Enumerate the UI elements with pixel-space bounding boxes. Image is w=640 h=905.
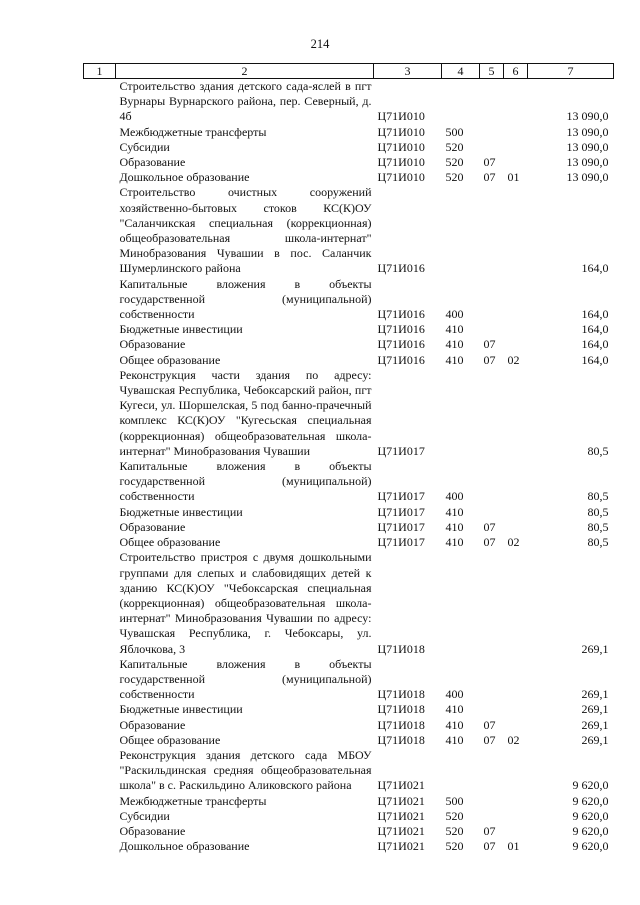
row-subsection	[504, 459, 528, 505]
row-name: Общее образование	[119, 535, 221, 550]
row-expense-type: 400	[445, 687, 464, 702]
row-section	[480, 125, 504, 140]
row-target-code: Ц71И010	[377, 124, 425, 139]
row-target-code: Ц71И017	[377, 489, 425, 504]
row-col-1	[84, 824, 116, 839]
row-amount: 269,1	[581, 732, 609, 747]
row-name: Межбюджетные трансферты	[119, 793, 267, 808]
row-name: Общее образование	[119, 732, 221, 747]
table-row	[84, 718, 614, 733]
table-row	[84, 170, 614, 185]
row-target-code: Ц71И010	[377, 170, 425, 185]
table-row	[84, 520, 614, 535]
row-name: Общее образование	[119, 352, 221, 367]
col-header-3: 3	[374, 64, 442, 79]
table-row	[84, 155, 614, 170]
row-section	[480, 79, 504, 125]
row-subsection	[504, 185, 528, 276]
row-name: Дошкольное образование	[119, 839, 250, 854]
row-target-code: Ц71И017	[377, 535, 425, 550]
table-row	[84, 337, 614, 352]
row-target-code: Ц71И010	[377, 155, 425, 170]
row-col-1	[84, 140, 116, 155]
row-target-code: Ц71И010	[377, 109, 425, 124]
row-subsection	[504, 794, 528, 809]
row-expense-type: 410	[445, 504, 464, 519]
row-name: Бюджетные инвестиции	[119, 702, 243, 717]
row-col-1	[84, 277, 116, 323]
table-row	[84, 368, 614, 459]
row-col-1	[84, 809, 116, 824]
table-row	[84, 322, 614, 337]
row-subsection	[504, 824, 528, 839]
table-row	[84, 459, 614, 505]
table-row	[84, 505, 614, 520]
row-subsection	[504, 140, 528, 155]
row-name: Дошкольное образование	[119, 170, 250, 185]
row-name: Бюджетные инвестиции	[119, 504, 243, 519]
row-section: 07	[483, 170, 496, 185]
row-target-code: Ц71И016	[377, 261, 425, 276]
table-row	[84, 794, 614, 809]
row-target-code: Ц71И016	[377, 322, 425, 337]
row-section	[480, 140, 504, 155]
row-amount: 80,5	[587, 504, 609, 519]
row-col-1	[84, 718, 116, 733]
col-header-7: 7	[528, 64, 614, 79]
row-amount: 9 620,0	[572, 793, 609, 808]
page-number: 214	[310, 37, 330, 51]
row-expense-type	[442, 550, 480, 656]
row-subsection	[504, 368, 528, 459]
row-expense-type: 520	[445, 808, 464, 823]
row-amount: 269,1	[581, 641, 609, 656]
table-row	[84, 535, 614, 550]
table-row	[84, 824, 614, 839]
row-target-code: Ц71И021	[377, 839, 425, 854]
row-amount: 13 090,0	[566, 109, 609, 124]
col-header-1: 1	[84, 64, 116, 79]
row-col-1	[84, 170, 116, 185]
row-col-1	[84, 839, 116, 854]
row-subsection	[504, 79, 528, 125]
row-section	[480, 550, 504, 656]
col-header-5: 5	[480, 64, 504, 79]
row-col-1	[84, 322, 116, 337]
row-section	[480, 809, 504, 824]
table-row	[84, 748, 614, 794]
row-section: 07	[483, 155, 496, 170]
row-amount: 80,5	[587, 443, 609, 458]
table-row	[84, 79, 614, 125]
table-row	[84, 353, 614, 368]
row-section	[480, 185, 504, 276]
row-name: Образование	[119, 155, 186, 170]
row-amount: 13 090,0	[566, 124, 609, 139]
table-row	[84, 277, 614, 323]
row-subsection	[504, 748, 528, 794]
row-section: 07	[483, 732, 496, 747]
row-amount: 9 620,0	[572, 839, 609, 854]
row-name: Образование	[119, 519, 186, 534]
row-subsection	[504, 322, 528, 337]
table-row	[84, 809, 614, 824]
row-col-1	[84, 794, 116, 809]
row-amount: 80,5	[587, 489, 609, 504]
row-amount: 13 090,0	[566, 139, 609, 154]
row-expense-type: 520	[445, 139, 464, 154]
row-name: Капитальные вложения в объекты государственной (муниципальной) собственности	[119, 276, 372, 322]
row-col-1	[84, 79, 116, 125]
row-col-1	[84, 353, 116, 368]
table-row	[84, 125, 614, 140]
row-expense-type	[442, 79, 480, 125]
row-section: 07	[483, 519, 496, 534]
row-name: Строительство здания детского сада-яслей в пгт Вурнары Вурнарского района, пер. Северный, д. 4б	[119, 79, 372, 124]
row-amount: 13 090,0	[566, 170, 609, 185]
row-col-1	[84, 125, 116, 140]
row-expense-type: 410	[445, 535, 464, 550]
row-subsection: 02	[507, 535, 520, 550]
row-expense-type: 410	[445, 519, 464, 534]
row-col-1	[84, 505, 116, 520]
row-subsection: 02	[507, 732, 520, 747]
row-target-code: Ц71И017	[377, 443, 425, 458]
row-section: 07	[483, 352, 496, 367]
row-section	[480, 702, 504, 717]
row-amount: 164,0	[581, 307, 609, 322]
row-subsection	[504, 657, 528, 703]
row-amount: 9 620,0	[572, 778, 609, 793]
row-amount: 269,1	[581, 717, 609, 732]
row-col-1	[84, 368, 116, 459]
row-col-1	[84, 702, 116, 717]
row-target-code: Ц71И018	[377, 641, 425, 656]
row-col-1	[84, 337, 116, 352]
row-expense-type: 500	[445, 124, 464, 139]
row-expense-type: 520	[445, 839, 464, 854]
row-amount: 164,0	[581, 322, 609, 337]
row-subsection	[504, 702, 528, 717]
col-header-2: 2	[116, 64, 374, 79]
row-target-code: Ц71И021	[377, 808, 425, 823]
table-row	[84, 657, 614, 703]
row-expense-type: 520	[445, 823, 464, 838]
row-section	[480, 794, 504, 809]
col-header-6: 6	[504, 64, 528, 79]
row-subsection	[504, 809, 528, 824]
row-section: 07	[483, 717, 496, 732]
row-section: 07	[483, 535, 496, 550]
row-target-code: Ц71И016	[377, 307, 425, 322]
row-expense-type: 500	[445, 793, 464, 808]
row-expense-type: 520	[445, 170, 464, 185]
row-amount: 269,1	[581, 702, 609, 717]
row-expense-type	[442, 185, 480, 276]
table-row	[84, 140, 614, 155]
row-expense-type	[442, 368, 480, 459]
row-amount: 9 620,0	[572, 823, 609, 838]
row-col-1	[84, 748, 116, 794]
row-name: Капитальные вложения в объекты государственной (муниципальной) собственности	[119, 656, 372, 702]
row-amount: 269,1	[581, 687, 609, 702]
row-target-code: Ц71И021	[377, 778, 425, 793]
table-row	[84, 839, 614, 854]
row-expense-type	[442, 748, 480, 794]
row-target-code: Ц71И021	[377, 793, 425, 808]
row-section	[480, 277, 504, 323]
row-amount: 164,0	[581, 261, 609, 276]
row-section	[480, 657, 504, 703]
table-row	[84, 550, 614, 656]
row-target-code: Ц71И018	[377, 687, 425, 702]
row-subsection	[504, 277, 528, 323]
row-col-1	[84, 459, 116, 505]
row-expense-type: 410	[445, 732, 464, 747]
row-section	[480, 505, 504, 520]
row-section	[480, 322, 504, 337]
row-name: Межбюджетные трансферты	[119, 124, 267, 139]
row-col-1	[84, 185, 116, 276]
table-body	[84, 79, 614, 855]
row-target-code: Ц71И021	[377, 823, 425, 838]
row-name: Строительство пристроя с двумя дошкольными группами для слепых и слабовидящих детей к зданию КС(К)ОУ "Чебоксарская специальная (коррекционная) общеобразовательная школа-интернат" Минобразования Чувашии по адресу: Чувашская Республика, г. Чебоксары, ул. Яблочкова, 3	[119, 550, 372, 656]
row-subsection	[504, 550, 528, 656]
row-amount: 9 620,0	[572, 808, 609, 823]
budget-table	[83, 63, 614, 854]
row-name: Образование	[119, 717, 186, 732]
row-subsection	[504, 718, 528, 733]
row-section	[480, 459, 504, 505]
row-col-1	[84, 550, 116, 656]
row-target-code: Ц71И018	[377, 702, 425, 717]
row-expense-type: 410	[445, 337, 464, 352]
row-section	[480, 748, 504, 794]
row-section: 07	[483, 839, 496, 854]
row-section: 07	[483, 337, 496, 352]
row-subsection	[504, 125, 528, 140]
row-name: Бюджетные инвестиции	[119, 322, 243, 337]
row-expense-type: 520	[445, 155, 464, 170]
row-col-1	[84, 535, 116, 550]
row-expense-type: 410	[445, 717, 464, 732]
row-col-1	[84, 520, 116, 535]
row-name: Строительство очистных сооружений хозяйственно-бытовых стоков КС(К)ОУ "Саланчикская специальная (коррекционная) общеобразовательная школа-интернат" Минобразования Чувашии в пос. Саланчик Шумерлинского района	[119, 185, 372, 276]
row-target-code: Ц71И010	[377, 139, 425, 154]
row-amount: 80,5	[587, 535, 609, 550]
row-expense-type: 400	[445, 489, 464, 504]
row-name: Реконструкция части здания по адресу: Чувашская Республика, Чебоксарский район, пгт Кугеси, ул. Шоршелская, 5 под банно-прачечный комплекс КС(К)ОУ "Кугесьская специальная (коррекционная) общеобразовательная школа-интернат" Минобразования Чувашии	[119, 367, 372, 458]
row-target-code: Ц71И016	[377, 352, 425, 367]
row-section	[480, 368, 504, 459]
row-col-1	[84, 733, 116, 748]
row-target-code: Ц71И017	[377, 519, 425, 534]
col-header-4: 4	[442, 64, 480, 79]
row-name: Капитальные вложения в объекты государственной (муниципальной) собственности	[119, 459, 372, 504]
row-amount: 164,0	[581, 352, 609, 367]
row-subsection	[504, 520, 528, 535]
table-row	[84, 702, 614, 717]
row-expense-type: 400	[445, 307, 464, 322]
row-target-code: Ц71И018	[377, 732, 425, 747]
row-col-1	[84, 657, 116, 703]
table-row	[84, 733, 614, 748]
row-amount: 13 090,0	[566, 155, 609, 170]
header-row	[84, 64, 614, 79]
row-name: Образование	[119, 823, 186, 838]
row-target-code: Ц71И017	[377, 504, 425, 519]
row-subsection	[504, 155, 528, 170]
row-expense-type: 410	[445, 702, 464, 717]
row-section: 07	[483, 823, 496, 838]
row-target-code: Ц71И016	[377, 337, 425, 352]
row-name: Образование	[119, 337, 186, 352]
row-subsection	[504, 505, 528, 520]
row-col-1	[84, 155, 116, 170]
row-target-code: Ц71И018	[377, 717, 425, 732]
row-subsection: 02	[507, 352, 520, 367]
row-expense-type: 410	[445, 322, 464, 337]
row-subsection	[504, 337, 528, 352]
row-name: Субсидии	[119, 808, 170, 823]
table-row	[84, 185, 614, 276]
row-subsection: 01	[507, 170, 520, 185]
row-amount: 164,0	[581, 337, 609, 352]
row-expense-type: 410	[445, 352, 464, 367]
row-amount: 80,5	[587, 519, 609, 534]
row-name: Субсидии	[119, 139, 170, 154]
row-subsection: 01	[507, 839, 520, 854]
row-name: Реконструкция здания детского сада МБОУ "Раскильдинская средняя общеобразовательная школа" в с. Раскильдино Аликовского района	[119, 747, 372, 793]
